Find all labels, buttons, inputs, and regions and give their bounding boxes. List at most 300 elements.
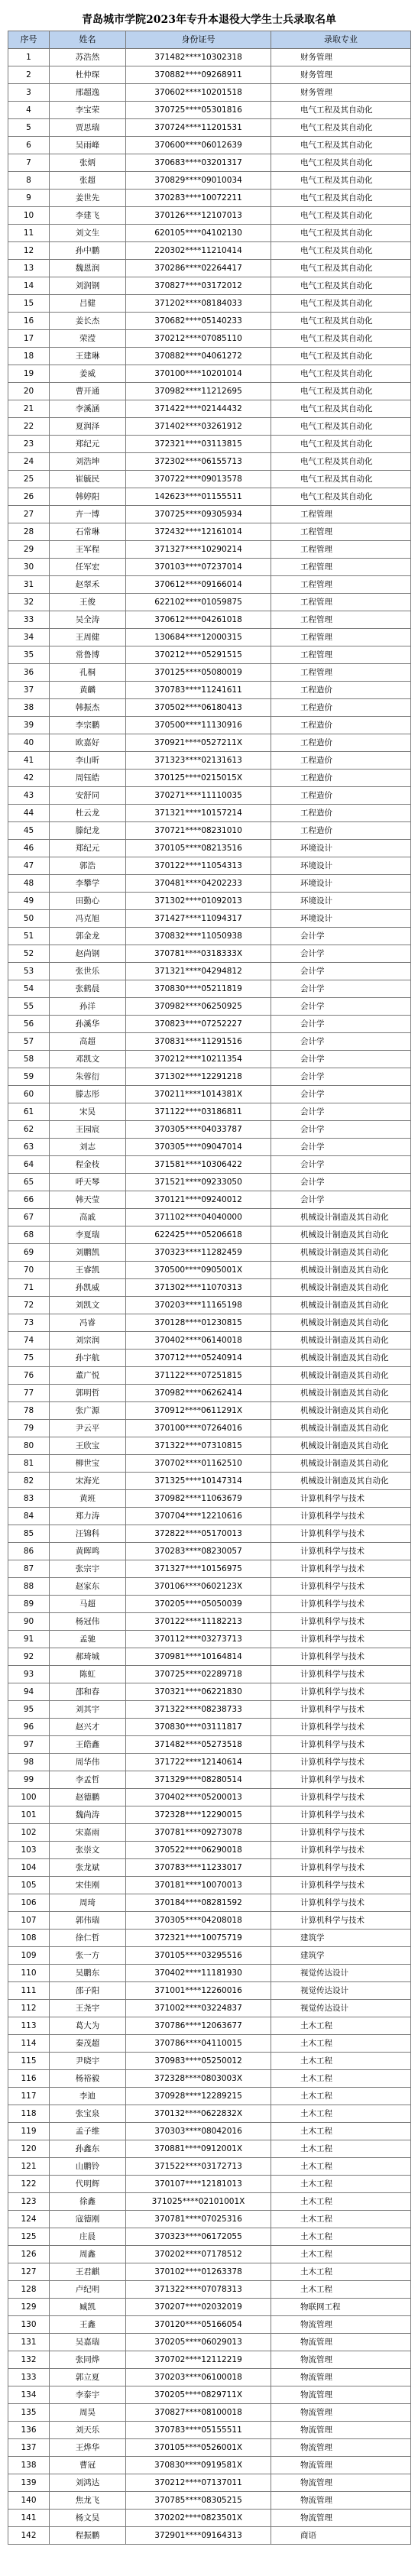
cell-name: 卉一博 (50, 506, 126, 523)
cell-id-number: 370602****10201518 (126, 84, 271, 102)
cell-id-number: 142623****01155511 (126, 488, 271, 506)
cell-id-number: 370286****02264417 (126, 260, 271, 277)
cell-id-number: 370704****12210616 (126, 1508, 271, 1525)
cell-id-number: 370212****05291515 (126, 646, 271, 664)
cell-major: 工程造价 (271, 717, 411, 734)
cell-name: 安舒同 (50, 787, 126, 805)
table-row (8, 980, 411, 998)
cell-id-number: 370203****06100018 (126, 2369, 271, 2386)
cell-name: 姜世先 (50, 190, 126, 207)
table-row (8, 2263, 411, 2281)
table-row (8, 1367, 411, 1385)
cell-name: 石常琳 (50, 523, 126, 541)
cell-id-number: 370121****09240012 (126, 1191, 271, 1209)
cell-id-number: 371321****04294812 (126, 963, 271, 980)
cell-id-number: 370105****0526001X (126, 2439, 271, 2457)
cell-number: 36 (8, 664, 50, 682)
cell-name: 李夏瑞 (50, 1226, 126, 1244)
table-row (8, 1842, 411, 1859)
cell-name: 苏浩然 (50, 49, 126, 66)
cell-major: 土木工程 (271, 2140, 411, 2158)
cell-id-number: 371302****01092013 (126, 893, 271, 910)
cell-number: 68 (8, 1226, 50, 1244)
table-row (8, 629, 411, 646)
cell-major: 计算机科学与技术 (271, 1789, 411, 1806)
table-row (8, 2457, 411, 2474)
cell-name: 汪锦科 (50, 1525, 126, 1543)
cell-name: 常鲁博 (50, 646, 126, 664)
cell-major: 物流管理 (271, 2334, 411, 2351)
cell-id-number: 370827****03172012 (126, 277, 271, 295)
cell-name: 徐仁哲 (50, 1930, 126, 1947)
cell-number: 103 (8, 1842, 50, 1859)
cell-id-number: 372321****10075719 (126, 1930, 271, 1947)
cell-id-number: 370205****05050039 (126, 1596, 271, 1613)
cell-number: 10 (8, 207, 50, 225)
cell-id-number: 370122****11182213 (126, 1613, 271, 1631)
table-row (8, 1402, 411, 1420)
cell-major: 计算机科学与技术 (271, 1771, 411, 1789)
table-row (8, 330, 411, 348)
table-row (8, 1877, 411, 1894)
cell-name: 李宝荣 (50, 102, 126, 119)
cell-number: 20 (8, 383, 50, 400)
cell-major: 电气工程及其自动化 (271, 190, 411, 207)
cell-major: 工程造价 (271, 699, 411, 717)
cell-id-number: 370830****03111817 (126, 1719, 271, 1736)
cell-id-number: 370829****09010034 (126, 172, 271, 190)
cell-major: 计算机科学与技术 (271, 1490, 411, 1508)
cell-name: 郭伟瑞 (50, 1912, 126, 1930)
cell-name: 李山昕 (50, 752, 126, 770)
header-major: 录取专业 (271, 31, 411, 49)
table-row (8, 84, 411, 102)
cell-name: 程金枝 (50, 1156, 126, 1174)
cell-number: 56 (8, 1016, 50, 1033)
cell-number: 78 (8, 1402, 50, 1420)
cell-id-number: 370132****0622832X (126, 2105, 271, 2123)
cell-number: 128 (8, 2281, 50, 2299)
table-row (8, 488, 411, 506)
cell-id-number: 370305****04208018 (126, 1912, 271, 1930)
cell-major: 机械设计制造及其自动化 (271, 1226, 411, 1244)
cell-name: 周钰皓 (50, 770, 126, 787)
cell-number: 65 (8, 1174, 50, 1191)
cell-name: 李孟哲 (50, 1771, 126, 1789)
cell-id-number: 371402****03261912 (126, 418, 271, 436)
cell-major: 计算机科学与技术 (271, 1631, 411, 1648)
cell-name: 郑纪元 (50, 840, 126, 857)
cell-major: 工程造价 (271, 752, 411, 770)
cell-id-number: 620105****04102130 (126, 225, 271, 242)
cell-id-number: 370830****0919581X (126, 2457, 271, 2474)
cell-major: 计算机科学与技术 (271, 1719, 411, 1736)
table-row (8, 857, 411, 875)
cell-major: 物流管理 (271, 2474, 411, 2492)
cell-major: 土木工程 (271, 2158, 411, 2176)
cell-number: 131 (8, 2334, 50, 2351)
cell-major: 工程造价 (271, 734, 411, 752)
cell-number: 40 (8, 734, 50, 752)
cell-id-number: 370203****11165198 (126, 1297, 271, 1314)
cell-id-number: 370786****12063677 (126, 2017, 271, 2035)
cell-number: 59 (8, 1068, 50, 1086)
cell-name: 曹冠 (50, 2457, 126, 2474)
table-row (8, 1086, 411, 1103)
table-row (8, 1262, 411, 1279)
cell-number: 119 (8, 2123, 50, 2140)
table-row (8, 2000, 411, 2017)
cell-name: 黄晖鸣 (50, 1543, 126, 1560)
cell-id-number: 622425****05206618 (126, 1226, 271, 1244)
cell-id-number: 370271****11110035 (126, 787, 271, 805)
cell-id-number: 370721****08231010 (126, 822, 271, 840)
cell-major: 计算机科学与技术 (271, 1578, 411, 1596)
table-row (8, 1174, 411, 1191)
cell-id-number: 370783****11233017 (126, 1859, 271, 1877)
cell-name: 欧嘉好 (50, 734, 126, 752)
cell-number: 125 (8, 2228, 50, 2246)
table-row (8, 1596, 411, 1613)
cell-id-number: 370823****07252227 (126, 1016, 271, 1033)
cell-major: 土木工程 (271, 2017, 411, 2035)
cell-major: 计算机科学与技术 (271, 1842, 411, 1859)
table-row (8, 928, 411, 945)
table-row (8, 1613, 411, 1631)
cell-number: 118 (8, 2105, 50, 2123)
table-row (8, 2176, 411, 2193)
cell-name: 宋海光 (50, 1473, 126, 1490)
table-row (8, 2316, 411, 2334)
cell-major: 电气工程及其自动化 (271, 295, 411, 313)
cell-major: 电气工程及其自动化 (271, 418, 411, 436)
cell-major: 计算机科学与技术 (271, 1912, 411, 1930)
cell-major: 电气工程及其自动化 (271, 400, 411, 418)
cell-number: 106 (8, 1894, 50, 1912)
cell-name: 杨冠伟 (50, 1613, 126, 1631)
cell-number: 82 (8, 1473, 50, 1490)
cell-number: 96 (8, 1719, 50, 1736)
cell-name: 郭立夏 (50, 2369, 126, 2386)
table-row (8, 2246, 411, 2263)
table-row (8, 523, 411, 541)
cell-name: 张世乐 (50, 963, 126, 980)
cell-major: 物流管理 (271, 2316, 411, 2334)
cell-name: 王周健 (50, 629, 126, 646)
cell-major: 物流管理 (271, 2386, 411, 2404)
cell-name: 孙中鹏 (50, 242, 126, 260)
cell-name: 王军程 (50, 541, 126, 559)
cell-major: 土木工程 (271, 2035, 411, 2053)
table-row (8, 1191, 411, 1209)
cell-id-number: 370781****09273078 (126, 1824, 271, 1842)
cell-major: 电气工程及其自动化 (271, 365, 411, 383)
table-row (8, 1244, 411, 1262)
cell-id-number: 370303****08042016 (126, 2123, 271, 2140)
cell-major: 计算机科学与技术 (271, 1508, 411, 1525)
cell-name: 王俊 (50, 594, 126, 611)
cell-number: 14 (8, 277, 50, 295)
cell-number: 85 (8, 1525, 50, 1543)
table-row (8, 2299, 411, 2316)
table-row (8, 840, 411, 857)
cell-name: 呼天琴 (50, 1174, 126, 1191)
cell-name: 荣滢 (50, 330, 126, 348)
cell-number: 21 (8, 400, 50, 418)
cell-number: 51 (8, 928, 50, 945)
table-row (8, 2351, 411, 2369)
table-row (8, 2070, 411, 2088)
cell-name: 代明辉 (50, 2176, 126, 2193)
table-row (8, 1314, 411, 1332)
cell-number: 93 (8, 1666, 50, 1683)
cell-number: 139 (8, 2474, 50, 2492)
table-row (8, 1578, 411, 1596)
cell-number: 33 (8, 611, 50, 629)
cell-number: 13 (8, 260, 50, 277)
cell-number: 113 (8, 2017, 50, 2035)
table-row (8, 365, 411, 383)
cell-name: 黄班 (50, 1490, 126, 1508)
cell-major: 电气工程及其自动化 (271, 207, 411, 225)
cell-number: 84 (8, 1508, 50, 1525)
table-row (8, 1156, 411, 1174)
table-row (8, 400, 411, 418)
cell-id-number: 622102****01059875 (126, 594, 271, 611)
cell-major: 机械设计制造及其自动化 (271, 1332, 411, 1350)
cell-major: 电气工程及其自动化 (271, 154, 411, 172)
cell-name: 郭明哲 (50, 1385, 126, 1402)
cell-number: 29 (8, 541, 50, 559)
cell-major: 环境设计 (271, 910, 411, 928)
cell-number: 100 (8, 1789, 50, 1806)
cell-id-number: 371322****08238733 (126, 1701, 271, 1719)
cell-name: 韩振杰 (50, 699, 126, 717)
table-row (8, 154, 411, 172)
cell-major: 建筑学 (271, 1930, 411, 1947)
table-row (8, 1420, 411, 1437)
table-row (8, 2140, 411, 2158)
cell-major: 土木工程 (271, 2176, 411, 2193)
cell-major: 环境设计 (271, 893, 411, 910)
cell-id-number: 370612****09166014 (126, 576, 271, 594)
cell-name: 张炳 (50, 154, 126, 172)
cell-name: 王欣宝 (50, 1437, 126, 1455)
cell-major: 计算机科学与技术 (271, 1806, 411, 1824)
cell-id-number: 370702****12112219 (126, 2351, 271, 2369)
table-row (8, 559, 411, 576)
cell-number: 30 (8, 559, 50, 576)
cell-id-number: 370725****09305934 (126, 506, 271, 523)
cell-id-number: 370982****11212695 (126, 383, 271, 400)
cell-number: 3 (8, 84, 50, 102)
table-row (8, 418, 411, 436)
cell-name: 朱蓉衍 (50, 1068, 126, 1086)
cell-name: 孙洋 (50, 998, 126, 1016)
cell-number: 122 (8, 2176, 50, 2193)
cell-name: 张广源 (50, 1402, 126, 1420)
cell-number: 104 (8, 1859, 50, 1877)
cell-major: 土木工程 (271, 2123, 411, 2140)
cell-id-number: 370683****03201317 (126, 154, 271, 172)
cell-major: 视觉传达设计 (271, 1965, 411, 1982)
cell-number: 140 (8, 2492, 50, 2510)
table-row (8, 49, 411, 66)
table-row (8, 2088, 411, 2105)
cell-name: 李迪 (50, 2088, 126, 2105)
cell-number: 48 (8, 875, 50, 893)
cell-name: 邵和春 (50, 1683, 126, 1701)
cell-id-number: 370125****0215015X (126, 770, 271, 787)
cell-id-number: 371322****07310815 (126, 1437, 271, 1455)
cell-number: 5 (8, 119, 50, 137)
cell-number: 15 (8, 295, 50, 313)
cell-name: 夏润泽 (50, 418, 126, 436)
table-row (8, 541, 411, 559)
cell-id-number: 370125****05080019 (126, 664, 271, 682)
cell-number: 37 (8, 682, 50, 699)
header-id-number: 身份证号 (126, 31, 271, 49)
table-row (8, 2422, 411, 2439)
cell-name: 臧凯 (50, 2299, 126, 2316)
cell-name: 孙鑫东 (50, 2140, 126, 2158)
cell-id-number: 370522****06290018 (126, 1842, 271, 1859)
cell-id-number: 370212****10211354 (126, 1051, 271, 1068)
cell-name: 柳世宝 (50, 1455, 126, 1473)
cell-id-number: 371102****04040000 (126, 1209, 271, 1226)
cell-number: 98 (8, 1754, 50, 1771)
cell-number: 43 (8, 787, 50, 805)
cell-name: 孔桐 (50, 664, 126, 682)
cell-name: 周昊 (50, 2404, 126, 2422)
table-row (8, 1719, 411, 1736)
table-row (8, 787, 411, 805)
cell-number: 105 (8, 1877, 50, 1894)
cell-id-number: 371302****12291218 (126, 1068, 271, 1086)
cell-major: 电气工程及其自动化 (271, 453, 411, 471)
table-row (8, 1033, 411, 1051)
table-row (8, 66, 411, 84)
cell-major: 电气工程及其自动化 (271, 488, 411, 506)
cell-major: 工程管理 (271, 611, 411, 629)
cell-major: 机械设计制造及其自动化 (271, 1455, 411, 1473)
table-row (8, 770, 411, 787)
cell-number: 12 (8, 242, 50, 260)
cell-major: 土木工程 (271, 2263, 411, 2281)
cell-name: 尹晓宇 (50, 2053, 126, 2070)
cell-number: 23 (8, 436, 50, 453)
table-row (8, 2281, 411, 2299)
table-row (8, 471, 411, 488)
cell-id-number: 371722****12140614 (126, 1754, 271, 1771)
cell-major: 计算机科学与技术 (271, 1648, 411, 1666)
cell-major: 视觉传达设计 (271, 2000, 411, 2017)
cell-major: 电气工程及其自动化 (271, 471, 411, 488)
cell-major: 会计学 (271, 1016, 411, 1033)
cell-major: 机械设计制造及其自动化 (271, 1244, 411, 1262)
cell-name: 贾思瑞 (50, 119, 126, 137)
cell-id-number: 371321****10157214 (126, 805, 271, 822)
table-row (8, 1068, 411, 1086)
cell-number: 1 (8, 49, 50, 66)
cell-name: 周琦 (50, 1894, 126, 1912)
cell-major: 机械设计制造及其自动化 (271, 1209, 411, 1226)
table-row (8, 2492, 411, 2510)
cell-name: 董广悦 (50, 1367, 126, 1385)
cell-major: 会计学 (271, 1051, 411, 1068)
table-row (8, 190, 411, 207)
cell-number: 109 (8, 1947, 50, 1965)
cell-id-number: 370722****09013578 (126, 471, 271, 488)
cell-number: 39 (8, 717, 50, 734)
table-row (8, 1350, 411, 1367)
cell-name: 高戚 (50, 1209, 126, 1226)
cell-number: 76 (8, 1367, 50, 1385)
cell-major: 机械设计制造及其自动化 (271, 1367, 411, 1385)
cell-id-number: 372901****09164313 (126, 2527, 271, 2545)
cell-number: 42 (8, 770, 50, 787)
cell-id-number: 370184****08281592 (126, 1894, 271, 1912)
cell-name: 郭金龙 (50, 928, 126, 945)
cell-number: 17 (8, 330, 50, 348)
table-row (8, 242, 411, 260)
table-row (8, 2369, 411, 2386)
table-row (8, 1051, 411, 1068)
cell-name: 魏尚涛 (50, 1806, 126, 1824)
cell-major: 计算机科学与技术 (271, 1596, 411, 1613)
table-row (8, 1490, 411, 1508)
cell-name: 刘其宇 (50, 1701, 126, 1719)
cell-number: 79 (8, 1420, 50, 1437)
cell-major: 财务管理 (271, 66, 411, 84)
cell-major: 会计学 (271, 963, 411, 980)
cell-number: 70 (8, 1262, 50, 1279)
cell-name: 郑纪元 (50, 436, 126, 453)
cell-number: 27 (8, 506, 50, 523)
cell-major: 计算机科学与技术 (271, 1877, 411, 1894)
cell-name: 冯睿 (50, 1314, 126, 1332)
cell-name: 赵德鹏 (50, 1789, 126, 1806)
cell-number: 67 (8, 1209, 50, 1226)
cell-id-number: 371327****10290214 (126, 541, 271, 559)
table-row (8, 2334, 411, 2351)
cell-id-number: 370982****11063679 (126, 1490, 271, 1508)
cell-id-number: 370402****11181930 (126, 1965, 271, 1982)
cell-number: 114 (8, 2035, 50, 2053)
cell-major: 物流管理 (271, 2369, 411, 2386)
cell-number: 50 (8, 910, 50, 928)
cell-id-number: 372432****12161014 (126, 523, 271, 541)
cell-major: 电气工程及其自动化 (271, 260, 411, 277)
cell-id-number: 372302****06155713 (126, 453, 271, 471)
cell-name: 姜长杰 (50, 313, 126, 330)
cell-name: 赵尚钢 (50, 945, 126, 963)
cell-number: 63 (8, 1139, 50, 1156)
cell-major: 会计学 (271, 945, 411, 963)
cell-id-number: 370207****02032019 (126, 2299, 271, 2316)
cell-major: 物流管理 (271, 2457, 411, 2474)
table-row (8, 752, 411, 770)
table-row (8, 682, 411, 699)
table-row (8, 1016, 411, 1033)
cell-number: 99 (8, 1771, 50, 1789)
cell-number: 31 (8, 576, 50, 594)
cell-id-number: 370305****09047014 (126, 1139, 271, 1156)
cell-id-number: 370612****04261018 (126, 611, 271, 629)
cell-number: 107 (8, 1912, 50, 1930)
table-row (8, 1894, 411, 1912)
cell-id-number: 372328****0803003X (126, 2070, 271, 2088)
